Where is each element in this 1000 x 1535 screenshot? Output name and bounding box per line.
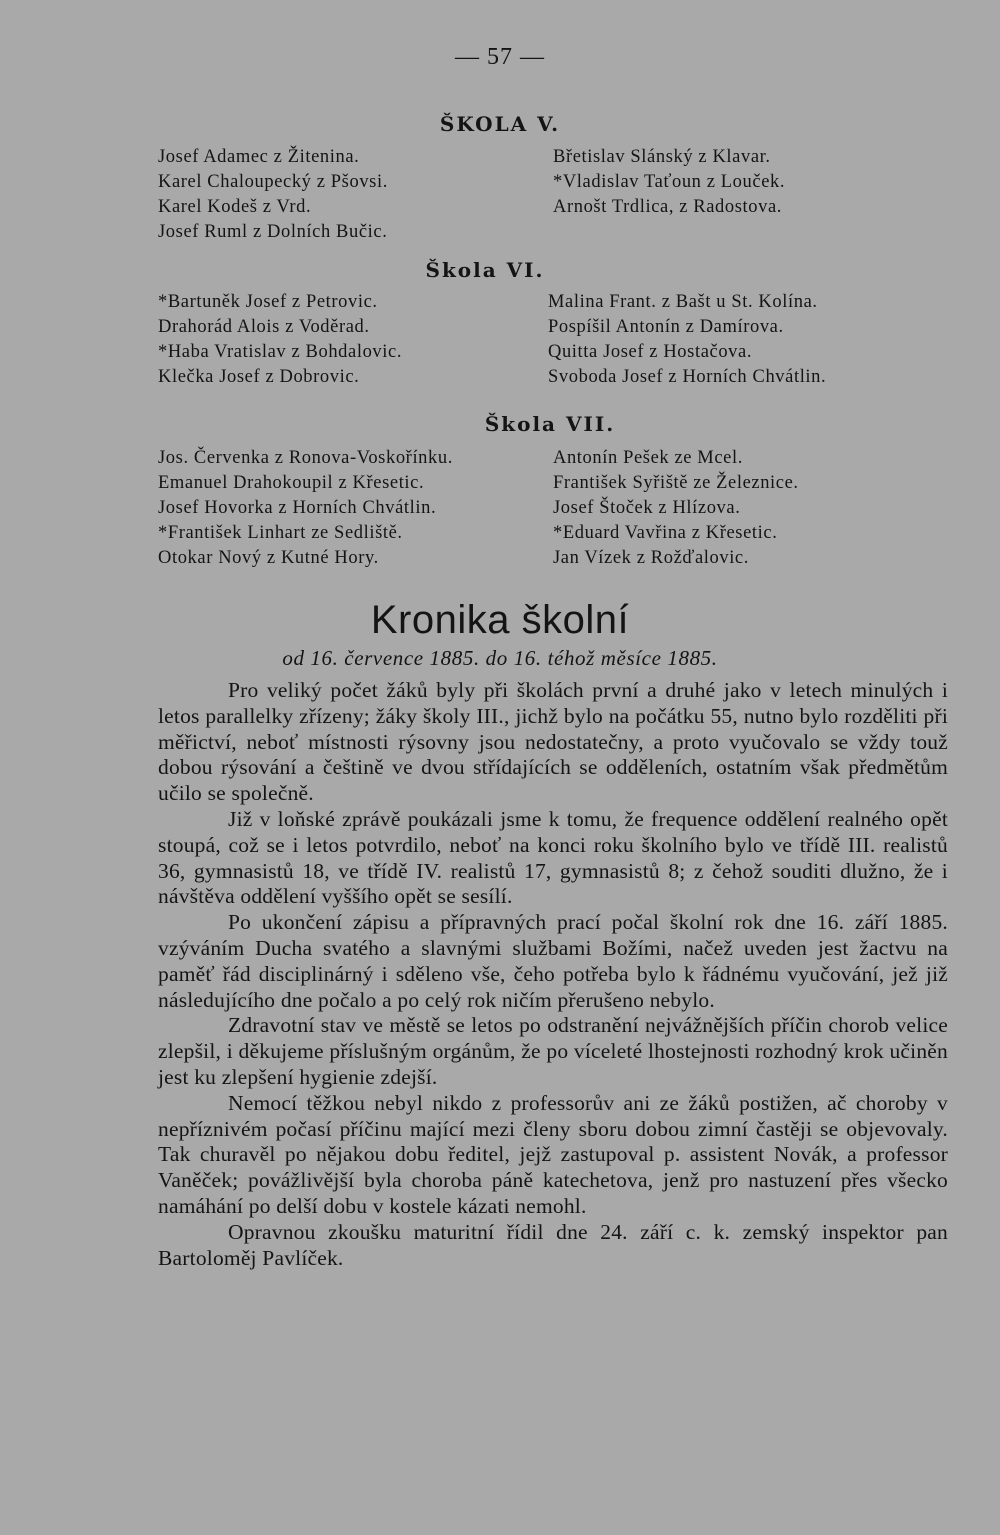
school-vi-right-list xyxy=(548,290,826,390)
chronicle-paragraph: Nemocí těžkou nebyl nikdo z professorův ani ze žáků postižen, ač choroby v nepříznivém počasí příčinu mající mezi členy sboru dobou zimní častěji se objevovaly. Tak churavěl po nějakou dobu ředitel, jejž zastupoval p. assistent Novák, a professor Vaněček; povážlivější byla choroba páně katechetova, jenž pro nastuzení přes všecko namáhání po delší dobu v kostele kázati nemohl. xyxy=(158,1090,948,1218)
student-name: Josef Adamec z Žitenina. xyxy=(158,147,360,167)
student-name: Pospíšil Antonín z Damírova. xyxy=(548,317,784,337)
student-name: Josef Ruml z Dolních Bučic. xyxy=(158,222,388,242)
page-number: — 57 — xyxy=(455,44,545,70)
chronicle-paragraph: Pro veliký počet žáků byly při školách první a druhé jako v letech minulých i letos parallelky zřízeny; žáky školy III., jichž bylo na počátku 55, nutno bylo rozděliti při měřictví, neboť místnosti rýsovny jsou nedostatečny, a proto vyučovalo se vždy touž dobou rýsování a češtině ve dvou střídajících se odděleních, ostatním však předmětům učilo se společně. xyxy=(158,678,948,806)
student-name: Jos. Červenka z Ronova-Voskořínku. xyxy=(158,448,453,468)
school-v-left-list xyxy=(158,145,388,245)
school-vii-left-list xyxy=(158,446,453,571)
student-name: Svoboda Josef z Horních Chvátlin. xyxy=(548,367,827,387)
student-name: Otokar Nový z Kutné Hory. xyxy=(158,548,379,568)
student-name: Antonín Pešek ze Mcel. xyxy=(553,448,743,468)
student-name: *Eduard Vavřina z Křesetic. xyxy=(553,523,778,543)
chronicle-subtitle: od 16. července 1885. do 16. téhož měsíce 1885. xyxy=(282,646,718,670)
chronicle-body xyxy=(158,678,948,1271)
student-name: Karel Chaloupecký z Pšovsi. xyxy=(158,172,388,192)
student-name: Josef Štoček z Hlízova. xyxy=(553,498,741,518)
student-name: Břetislav Slánský z Klavar. xyxy=(553,147,771,167)
student-name: *František Linhart ze Sedliště. xyxy=(158,523,403,543)
student-name: Arnošt Trdlica, z Radostova. xyxy=(553,197,783,217)
student-name: František Syřiště ze Železnice. xyxy=(553,473,799,493)
student-name: Drahorád Alois z Voděrad. xyxy=(158,317,370,337)
student-name: *Haba Vratislav z Bohdalovic. xyxy=(158,342,403,362)
chronicle-paragraph: Již v loňské zprávě poukázali jsme k tomu, že frequence oddělení realného opět stoupá, což se i letos potvrdilo, neboť na konci roku školního bylo ve třídě III. realistů 36, gymnasistů 18, ve třídě IV. realistů 17, gymnasistů 8; z čehož souditi dlužno, že i návštěva oddělení vyššího opět se sesílí. xyxy=(158,806,948,909)
student-name: Emanuel Drahokoupil z Křesetic. xyxy=(158,473,425,493)
student-name: *Vladislav Taťoun z Louček. xyxy=(553,172,786,192)
student-name: Karel Kodeš z Vrd. xyxy=(158,197,312,217)
chronicle-paragraph: Po ukončení zápisu a přípravných prací počal školní rok dne 16. září 1885. vzýváním Ducha svatého a slavnými službami Božími, načež uveden jest žactvu na paměť řád disciplinárný i sděleno vše, čeho potřeba bylo k řádnému vyučování, jež již následujícího dne počalo a po celý rok ničím přerušeno nebylo. xyxy=(158,910,948,1012)
school-v-right-list xyxy=(553,145,785,220)
student-name: Malina Frant. z Bašt u St. Kolína. xyxy=(548,292,818,312)
student-name: Jan Vízek z Rožďalovic. xyxy=(553,548,749,568)
student-name: *Bartuněk Josef z Petrovic. xyxy=(158,292,378,312)
student-name: Josef Hovorka z Horních Chvátlin. xyxy=(158,498,437,518)
school-vii-right-list xyxy=(553,446,799,571)
chronicle-paragraph: Opravnou zkoušku maturitní řídil dne 24. září c. k. zemský inspektor pan Bartoloměj Pavlíček. xyxy=(158,1219,948,1270)
school-v-heading: ŠKOLA V. xyxy=(439,112,561,136)
chronicle-title: Kronika školní xyxy=(370,598,630,642)
student-name: Quitta Josef z Hostačova. xyxy=(548,342,753,362)
school-vi-left-list xyxy=(158,290,402,390)
chronicle-paragraph: Zdravotní stav ve městě se letos po odstranění nejvážnějších příčin chorob velice zlepšil, i děkujeme příslušným orgánům, že po víceleté lhostejnosti rozhodný krok učiněn jest ku zlepšení hygienie zdejší. xyxy=(158,1013,948,1089)
school-vi-heading: Škola VI. xyxy=(425,258,545,282)
student-name: Klečka Josef z Dobrovic. xyxy=(158,367,360,387)
school-vii-heading: Škola VII. xyxy=(484,412,616,436)
